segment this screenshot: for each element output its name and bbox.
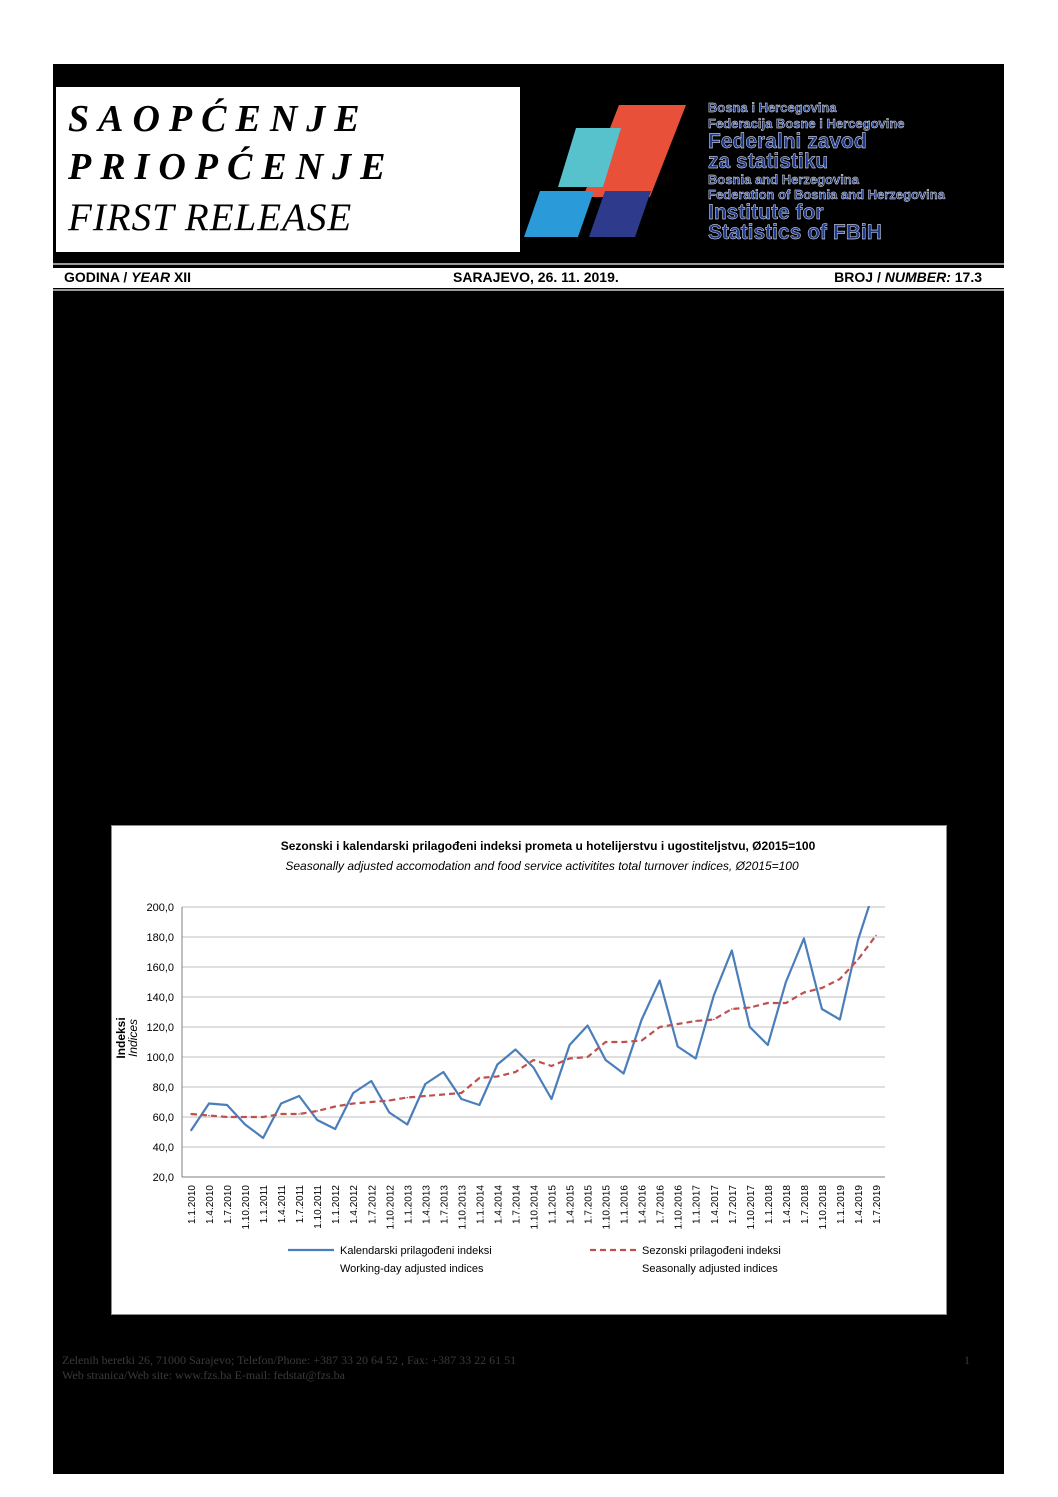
x-tick-label: 1.4.2013: [421, 1185, 433, 1224]
point-seasonal-11: [388, 1100, 390, 1102]
chart-svg: [112, 826, 946, 1314]
point-working-day-34: [803, 938, 805, 940]
point-working-day-19: [533, 1067, 535, 1069]
legend-seasonal: Sezonski prilagođeni indeksi: [642, 1245, 781, 1257]
point-seasonal-9: [352, 1103, 354, 1105]
point-working-day-14: [443, 1071, 445, 1073]
release-title-box: [56, 87, 520, 252]
x-tick-labels: [187, 1185, 883, 1230]
y-tick-label: 180,0: [146, 932, 174, 944]
point-working-day-27: [677, 1046, 679, 1048]
x-tick-label: 1.1.2018: [763, 1185, 775, 1224]
year-value: XII: [170, 269, 192, 285]
point-working-day-32: [767, 1044, 769, 1046]
x-tick-label: 1.7.2013: [439, 1185, 451, 1224]
x-tick-label: 1.7.2010: [223, 1185, 235, 1224]
point-seasonal-10: [370, 1101, 372, 1103]
legend-working-day-en: Working-day adjusted indices: [340, 1263, 484, 1275]
point-seasonal-4: [262, 1116, 264, 1118]
point-seasonal-29: [713, 1019, 715, 1021]
chart-series: [190, 884, 877, 1139]
year-label: GODINA /: [64, 269, 132, 285]
point-working-day-25: [641, 1019, 643, 1021]
number-label: BROJ /: [834, 269, 885, 285]
turnover-chart: [111, 825, 947, 1315]
point-working-day-8: [334, 1128, 336, 1130]
y-tick-labels: [146, 902, 174, 1184]
legend-working-day: Kalendarski prilagođeni indeksi: [340, 1245, 492, 1257]
x-tick-label: 1.4.2012: [349, 1185, 361, 1224]
logo-stripe-blue: [524, 191, 594, 237]
logo-line-fbih-en: Federation of Bosnia and Herzegovina: [708, 187, 945, 202]
chart-gridlines: [182, 907, 885, 1177]
point-seasonal-21: [569, 1058, 571, 1060]
point-seasonal-7: [316, 1110, 318, 1112]
point-seasonal-19: [533, 1059, 535, 1061]
point-working-day-11: [388, 1112, 390, 1114]
logo-stripes-icon: [520, 87, 710, 252]
number-value: 17.3: [950, 269, 982, 285]
y-tick-label: 120,0: [146, 1022, 174, 1034]
point-seasonal-8: [334, 1106, 336, 1108]
x-tick-label: 1.1.2016: [619, 1185, 631, 1224]
chart-title: Sezonski i kalendarski prilagođeni indeksi prometa u hotelijerstvu i ugostiteljstvu, Ø2015=100: [280, 839, 816, 853]
header-rule-top: [53, 263, 1004, 265]
x-tick-label: 1.4.2019: [853, 1185, 865, 1224]
logo-line-fbih: Federacija Bosne i Hercegovine: [708, 116, 905, 131]
point-seasonal-35: [821, 987, 823, 989]
point-working-day-31: [749, 1026, 751, 1028]
number-label-en: NUMBER:: [884, 269, 951, 285]
point-seasonal-22: [587, 1056, 589, 1058]
point-working-day-9: [352, 1092, 354, 1094]
point-working-day-35: [821, 1008, 823, 1010]
point-seasonal-30: [731, 1008, 733, 1010]
title-saopcenje: SAOPĆENJE: [68, 98, 369, 140]
point-working-day-30: [731, 950, 733, 952]
y-tick-label: 60,0: [152, 1112, 174, 1124]
point-seasonal-17: [497, 1076, 499, 1078]
point-seasonal-5: [280, 1113, 282, 1115]
logo-line-statistiku: za statistiku: [708, 150, 829, 173]
point-seasonal-33: [785, 1002, 787, 1004]
x-tick-label: 1.4.2014: [493, 1185, 505, 1224]
info-bar: [53, 268, 1004, 288]
y-tick-label: 160,0: [146, 962, 174, 974]
point-seasonal-25: [641, 1040, 643, 1042]
page-number: 1: [964, 1353, 970, 1367]
institute-logo: [520, 87, 1004, 252]
x-tick-label: 1.1.2010: [187, 1185, 199, 1224]
point-seasonal-37: [857, 959, 859, 961]
point-seasonal-28: [695, 1020, 697, 1022]
x-tick-label: 1.1.2015: [547, 1185, 559, 1224]
point-seasonal-6: [298, 1113, 300, 1115]
point-working-day-36: [839, 1019, 841, 1021]
point-working-day-0: [190, 1130, 192, 1132]
point-working-day-3: [244, 1124, 246, 1126]
y-axis-label-en: Indices: [126, 1018, 140, 1058]
point-working-day-13: [425, 1083, 427, 1085]
point-seasonal-2: [226, 1116, 228, 1118]
point-seasonal-18: [515, 1071, 517, 1073]
x-tick-label: 1.7.2015: [583, 1185, 595, 1224]
point-working-day-33: [785, 981, 787, 983]
point-seasonal-23: [605, 1041, 607, 1043]
point-seasonal-16: [479, 1077, 481, 1079]
logo-line-institute: Institute for: [708, 201, 824, 224]
logo-line-statistics: Statistics of FBiH: [708, 221, 882, 244]
point-seasonal-24: [623, 1041, 625, 1043]
x-tick-label: 1.4.2011: [277, 1185, 289, 1224]
header-rule-bottom: [53, 289, 1004, 291]
point-seasonal-0: [190, 1113, 192, 1115]
x-tick-label: 1.10.2011: [313, 1185, 325, 1229]
point-seasonal-31: [749, 1007, 751, 1009]
x-tick-label: 1.1.2017: [691, 1185, 703, 1224]
x-tick-label: 1.1.2019: [835, 1185, 847, 1224]
point-seasonal-1: [208, 1115, 210, 1117]
logo-stripe-navy: [589, 191, 651, 237]
point-working-day-23: [605, 1059, 607, 1061]
point-seasonal-15: [461, 1092, 463, 1094]
x-tick-label: 1.4.2015: [565, 1185, 577, 1224]
x-tick-label: 1.7.2011: [295, 1185, 307, 1224]
point-seasonal-3: [244, 1116, 246, 1118]
y-axis-label: Indeksi: [114, 1017, 128, 1059]
x-tick-label: 1.7.2019: [871, 1185, 883, 1224]
logo-line-bih-en: Bosnia and Herzegovina: [708, 172, 859, 187]
number-info: [834, 269, 982, 285]
place-date: SARAJEVO, 26. 11. 2019.: [453, 269, 619, 285]
x-tick-label: 1.4.2016: [637, 1185, 649, 1224]
point-seasonal-32: [767, 1002, 769, 1004]
x-tick-label: 1.10.2018: [817, 1185, 829, 1230]
x-tick-label: 1.7.2014: [511, 1185, 523, 1224]
title-priopcenje: PRIOPĆENJE: [68, 146, 395, 188]
x-tick-label: 1.4.2010: [205, 1185, 217, 1224]
y-tick-label: 40,0: [152, 1142, 174, 1154]
y-tick-label: 80,0: [152, 1082, 174, 1094]
legend-seasonal-en: Seasonally adjusted indices: [642, 1263, 778, 1275]
x-tick-label: 1.4.2018: [781, 1185, 793, 1224]
title-first-release: FIRST RELEASE: [68, 196, 353, 239]
x-tick-label: 1.1.2014: [475, 1185, 487, 1224]
logo-line-zavod: Federalni zavod: [708, 130, 867, 153]
y-tick-label: 100,0: [146, 1052, 174, 1064]
point-working-day-7: [316, 1119, 318, 1121]
point-working-day-17: [497, 1064, 499, 1066]
point-working-day-28: [695, 1058, 697, 1060]
point-working-day-22: [587, 1025, 589, 1027]
point-working-day-24: [623, 1073, 625, 1075]
x-tick-label: 1.10.2016: [673, 1185, 685, 1230]
point-working-day-15: [461, 1098, 463, 1100]
x-tick-label: 1.7.2016: [655, 1185, 667, 1224]
x-tick-label: 1.7.2018: [799, 1185, 811, 1224]
x-tick-label: 1.10.2012: [385, 1185, 397, 1230]
point-working-day-10: [370, 1080, 372, 1082]
point-seasonal-14: [443, 1094, 445, 1096]
point-seasonal-20: [551, 1065, 553, 1067]
point-working-day-37: [857, 939, 859, 941]
point-working-day-2: [226, 1104, 228, 1106]
point-seasonal-38: [875, 935, 877, 937]
point-seasonal-34: [803, 992, 805, 994]
point-working-day-18: [515, 1049, 517, 1051]
year-label-en: YEAR: [131, 269, 171, 285]
x-tick-label: 1.4.2017: [709, 1185, 721, 1224]
x-tick-label: 1.1.2011: [259, 1185, 271, 1224]
point-working-day-21: [569, 1044, 571, 1046]
point-seasonal-26: [659, 1026, 661, 1028]
point-seasonal-13: [425, 1095, 427, 1097]
point-working-day-29: [713, 995, 715, 997]
x-tick-label: 1.1.2013: [403, 1185, 415, 1224]
y-tick-label: 140,0: [146, 992, 174, 1004]
x-tick-label: 1.1.2012: [331, 1185, 343, 1224]
x-tick-label: 1.10.2015: [601, 1185, 613, 1230]
x-tick-label: 1.10.2017: [745, 1185, 757, 1230]
footer-address: Zelenih beretki 26, 71000 Sarajevo; Telefon/Phone: +387 33 20 64 52 , Fax: +387 33 22 61 51: [62, 1353, 517, 1367]
point-seasonal-36: [839, 978, 841, 980]
point-working-day-4: [262, 1137, 264, 1139]
logo-line-bih: Bosna i Hercegovina: [708, 100, 837, 115]
point-working-day-5: [280, 1103, 282, 1105]
point-working-day-1: [208, 1103, 210, 1105]
point-working-day-12: [407, 1124, 409, 1126]
chart-subtitle: Seasonally adjusted accomodation and food service activitites total turnover indices, Ø2015=100: [285, 859, 799, 873]
point-working-day-26: [659, 980, 661, 982]
x-tick-label: 1.10.2013: [457, 1185, 469, 1230]
series-line-working-day: [191, 885, 876, 1139]
x-tick-label: 1.10.2010: [241, 1185, 253, 1230]
point-working-day-16: [479, 1104, 481, 1106]
footer-web: Web stranica/Web site: www.fzs.ba E-mail: fedstat@fzs.ba: [62, 1368, 345, 1382]
point-seasonal-27: [677, 1023, 679, 1025]
x-tick-label: 1.7.2017: [727, 1185, 739, 1224]
year-info: [64, 269, 191, 285]
x-tick-label: 1.7.2012: [367, 1185, 379, 1224]
point-working-day-38: [875, 884, 877, 886]
point-working-day-6: [298, 1095, 300, 1097]
point-seasonal-12: [407, 1097, 409, 1099]
point-working-day-20: [551, 1098, 553, 1100]
y-tick-label: 200,0: [146, 902, 174, 914]
y-tick-label: 20,0: [152, 1172, 174, 1184]
x-tick-label: 1.10.2014: [529, 1185, 541, 1230]
